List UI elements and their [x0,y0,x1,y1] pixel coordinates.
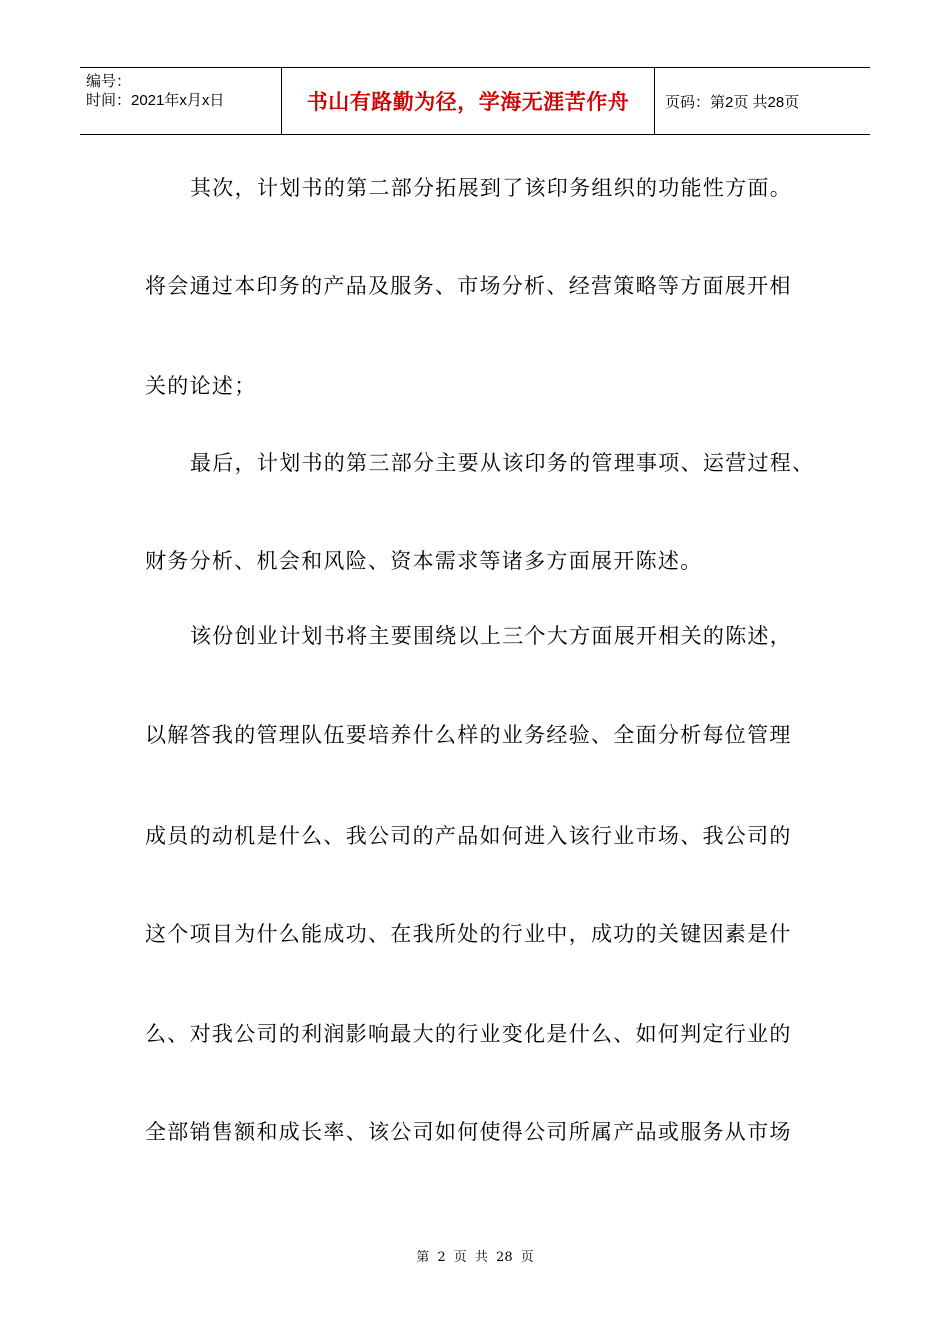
page-footer: 第 2 页 共 28 页 [416,1250,534,1265]
body-line: 将会通过本印务的产品及服务、市场分析、经营策略等方面展开相 [145,274,792,298]
header-motto: 书山有路勤为径，学海无涯苦作舟 [282,68,655,134]
body-line: 全部销售额和成长率、该公司如何使得公司所属产品或服务从市场 [145,1120,792,1144]
body-line: 这个项目为什么能成功、在我所处的行业中，成功的关键因素是什 [145,922,792,946]
body-line: 成员的动机是什么、我公司的产品如何进入该行业市场、我公司的 [145,824,792,848]
body-line: 财务分析、机会和风险、资本需求等诸多方面展开陈述。 [145,549,703,573]
document-time-label: 时间：2021年x月x日 [86,92,225,109]
document-header [80,67,870,135]
body-line: 该份创业计划书将主要围绕以上三个大方面展开相关的陈述， [190,624,793,648]
body-line: 以解答我的管理队伍要培养什么样的业务经验、全面分析每位管理 [145,723,792,747]
body-line: 最后，计划书的第三部分主要从该印务的管理事项、运营过程、 [190,451,815,475]
header-meta-cell [80,68,282,134]
body-line: 关的论述； [145,374,257,398]
body-line: 么、对我公司的利润影响最大的行业变化是什么、如何判定行业的 [145,1022,792,1046]
header-page-info: 页码：第2页 共28页 [665,93,800,111]
body-line: 其次，计划书的第二部分拓展到了该印务组织的功能性方面。 [190,176,793,200]
document-number-label: 编号： [86,73,132,90]
